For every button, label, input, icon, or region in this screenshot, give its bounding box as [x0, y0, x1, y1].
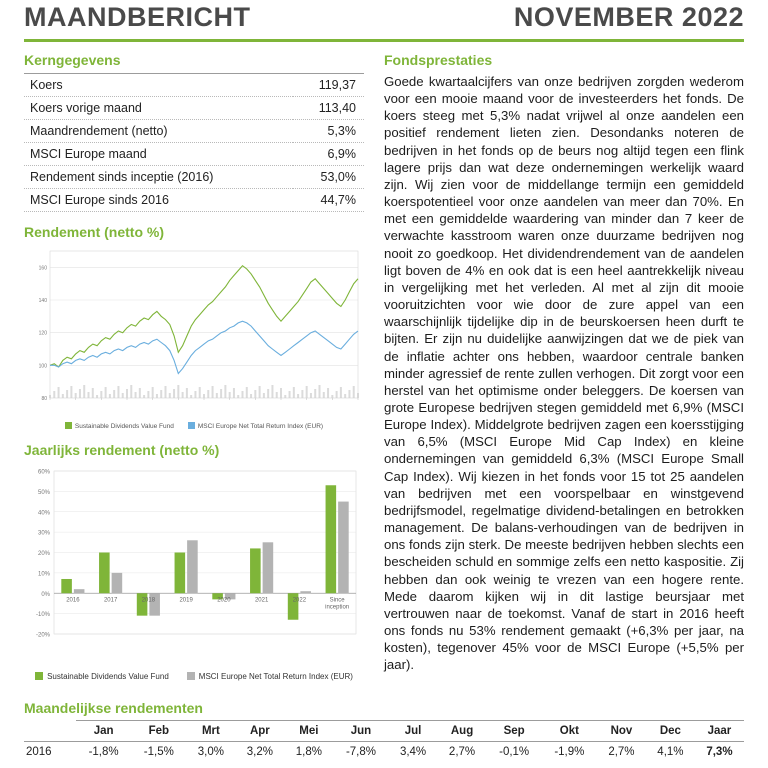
- key-figure-label: MSCI Europe maand: [24, 143, 293, 166]
- monthly-value-cell: 3,2%: [246, 746, 273, 758]
- key-figures-table: [24, 73, 364, 212]
- monthly-col-nov: Nov: [597, 721, 646, 742]
- monthly-value-cell: 3,4%: [399, 746, 427, 758]
- svg-text:100: 100: [38, 363, 47, 370]
- return-line-chart: [24, 245, 364, 420]
- svg-text:-20%: -20%: [35, 632, 50, 639]
- key-figure-value: 119,37: [293, 74, 364, 97]
- monthly-col-mrt: Mrt: [186, 721, 235, 742]
- key-figure-value: 53,0%: [293, 166, 364, 189]
- legend-swatch-index-bar: [187, 672, 195, 680]
- key-figure-value: 5,3%: [293, 120, 364, 143]
- left-column: [24, 52, 364, 681]
- return-line-chart-section: [24, 224, 364, 430]
- table-row: [24, 143, 364, 166]
- svg-text:120: 120: [38, 330, 47, 337]
- key-figure-label: Koers: [24, 74, 293, 97]
- monthly-col-dec: Dec: [646, 721, 695, 742]
- legend-swatch-fund: [65, 422, 72, 429]
- svg-text:140: 140: [38, 298, 47, 304]
- svg-text:10%: 10%: [37, 571, 50, 578]
- table-row: [24, 189, 364, 212]
- svg-text:30%: 30%: [37, 530, 50, 537]
- key-figure-label: MSCI Europe sinds 2016: [24, 189, 293, 212]
- monthly-col-jul: Jul: [389, 721, 438, 742]
- monthly-value-cell: -0,1%: [499, 746, 530, 758]
- svg-text:80: 80: [41, 396, 47, 402]
- legend-swatch-fund-bar: [35, 672, 43, 680]
- legend-label-index-bar: MSCI Europe Net Total Return Index (EUR): [198, 672, 353, 681]
- page-period: NOVEMBER 2022: [513, 2, 744, 32]
- svg-text:50%: 50%: [37, 489, 50, 496]
- monthly-col-apr: Apr: [235, 721, 284, 742]
- svg-text:40%: 40%: [37, 510, 50, 517]
- monthly-value-cell: 3,0%: [197, 746, 224, 758]
- performance-title: Fondsprestaties: [384, 52, 493, 68]
- annual-return-chart-section: [24, 442, 364, 681]
- header-divider: [24, 39, 744, 42]
- monthly-value-cell: -1,5%: [143, 746, 174, 758]
- monthly-col-jan: Jan: [76, 721, 131, 742]
- monthly-col-year: [24, 721, 76, 742]
- monthly-col-jun: Jun: [333, 721, 388, 742]
- performance-text: Goede kwartaalcijfers van onze bedrijven zorgden wederom voor een mooie maand voor de investeerders het fonds. De koers steeg met 5,3% nadat vrijwel al onze aandelen een positief rendement lieten zien. Desondanks noteren de bedrijven in het fonds op de beurs nog altijd tegen een flink lagere prijs dan wat deze ondernemingen werkelijk waard zijn. Wij zien voor de middellange termijn een gemiddeld koerspotentieel voor onze aandelen van meer dan 70%. En met een gemiddelde waardering van minder dan 7 keer de verwachte kasstroom waren onze duurzame bedrijven nog nooit zo goedkoop. Het dividendrendement van de aandelen ligt boven de 4% en ook dat is een heel aantrekkelijk niveau in vergelijking met het verleden. Al met al zijn dit mooie vooruitzichten voor wie door de zure appel van een waarschijnlijk tijdelijke dip in de beurskoersen heen durft te bijten. Er zijn nu duidelijke aanwijzingen dat we de piek van de inflatie achter ons hebben, waardoor centrale banken minder agressief de rente zullen verhogen. Dit zorgt voor een herstel van het optimisme onder beleggers. De koersen van grote Europese bedrijven stegen gemiddeld met 6,9% (MSCI Europe Index). Middelgrote bedrijven zagen een koersstijging van 6,5% (MSCI Europe Mid Cap Index) en kleine ondernemingen van gemiddeld 6,3% (MSCI Europe Small Cap Index). Wij kiezen in het fonds voor 15 tot 25 aandelen van bedrijven met een voorspelbaar en winstgevend bedrijfsmodel, regelmatige dividend-betalingen en betrokken management. De balans-verhoudingen van de bedrijven in ons fonds zijn sterk. De meeste bedrijven hebben slechts een bescheiden schuld en sommige zelfs een netto kaspositie. Zij hebben dan ook weinig te vrezen van een hogere rente. Mede daarom kijken wij in dit lastige beursjaar met vertrouwen naar de toekomst. Vanaf de start in 2016 heeft ons fonds nu 53% rendement gemaakt (+6,3% per jaar, na kosten), tegenover 45% voor de MSCI Europe (+5,5% per jaar).: [384, 74, 744, 673]
- annual-return-chart-title: Jaarlijks rendement (netto %): [24, 442, 220, 458]
- svg-text:-10%: -10%: [35, 612, 50, 619]
- key-figure-value: 44,7%: [293, 189, 364, 212]
- page-title: MAANDBERICHT: [24, 2, 251, 32]
- monthly-value-cell: 4,1%: [657, 746, 684, 758]
- svg-text:20%: 20%: [37, 551, 50, 557]
- monthly-col-feb: Feb: [131, 721, 186, 742]
- annual-return-chart-svg: [24, 463, 364, 668]
- monthly-value-cell: -7,8%: [345, 746, 376, 758]
- svg-text:60%: 60%: [37, 469, 50, 476]
- table-row: [24, 120, 364, 143]
- legend-label-fund: Sustainable Dividends Value Fund: [74, 423, 174, 430]
- return-chart-title: Rendement (netto %): [24, 224, 164, 240]
- key-figure-label: Koers vorige maand: [24, 97, 293, 120]
- svg-text:2022: 2022: [292, 597, 307, 604]
- monthly-value-cell: 2,7%: [448, 746, 476, 758]
- monthly-value-cell: -1,9%: [554, 746, 585, 758]
- legend-swatch-index: [188, 422, 195, 429]
- svg-text:2016: 2016: [66, 597, 80, 604]
- monthly-returns-section: [0, 700, 768, 768]
- key-figures-title: Kerngegevens: [24, 52, 121, 68]
- key-figure-value: 113,40: [293, 97, 364, 120]
- svg-text:2021: 2021: [254, 597, 269, 604]
- monthly-value-cell: -1,8%: [88, 746, 119, 758]
- svg-text:0%: 0%: [41, 591, 50, 598]
- key-figures-section: [24, 52, 364, 212]
- monthly-col-mei: Mei: [284, 721, 333, 742]
- right-column: [384, 52, 744, 681]
- monthly-value-cell: 1,8%: [295, 746, 322, 758]
- key-figure-value: 6,9%: [293, 143, 364, 166]
- key-figure-label: Maandrendement (netto): [24, 120, 293, 143]
- annual-return-chart: [24, 463, 364, 668]
- monthly-year-total-cell: 7,3%: [706, 746, 733, 758]
- legend-label-index: MSCI Europe Net Total Return Index (EUR): [197, 423, 324, 430]
- legend-item-fund: [65, 422, 174, 430]
- return-line-chart-svg: [24, 245, 364, 420]
- monthly-value-cell: 2,7%: [608, 746, 635, 758]
- monthly-returns-header-row: [24, 721, 744, 742]
- annual-chart-legend: [24, 672, 364, 681]
- svg-text:160: 160: [38, 265, 47, 272]
- monthly-year-cell: 2016: [26, 746, 52, 758]
- monthly-returns-body: [24, 742, 744, 763]
- svg-text:inception: inception: [325, 604, 350, 611]
- svg-text:2018: 2018: [141, 597, 156, 604]
- return-chart-legend: [24, 422, 364, 430]
- monthly-returns-title: Maandelijkse rendementen: [24, 700, 203, 716]
- table-row: [24, 97, 364, 120]
- table-row: [24, 742, 744, 763]
- monthly-col-sep: Sep: [487, 721, 542, 742]
- svg-text:2020: 2020: [217, 597, 231, 604]
- monthly-col-aug: Aug: [438, 721, 487, 742]
- content-columns: [0, 52, 768, 681]
- svg-text:2019: 2019: [179, 597, 193, 604]
- legend-item-index: [188, 422, 323, 430]
- svg-text:2017: 2017: [103, 597, 118, 604]
- page-header: [0, 0, 768, 39]
- legend-label-fund-bar: Sustainable Dividends Value Fund: [47, 672, 169, 681]
- legend-item-index-bar: [187, 672, 353, 681]
- monthly-col-okt: Okt: [542, 721, 597, 742]
- monthly-returns-table: [24, 720, 744, 762]
- monthly-col-jaar: Jaar: [695, 721, 744, 742]
- key-figure-label: Rendement sinds inceptie (2016): [24, 166, 293, 189]
- svg-text:Since: Since: [329, 597, 345, 604]
- table-row: [24, 166, 364, 189]
- legend-item-fund-bar: [35, 672, 169, 681]
- table-row: [24, 74, 364, 97]
